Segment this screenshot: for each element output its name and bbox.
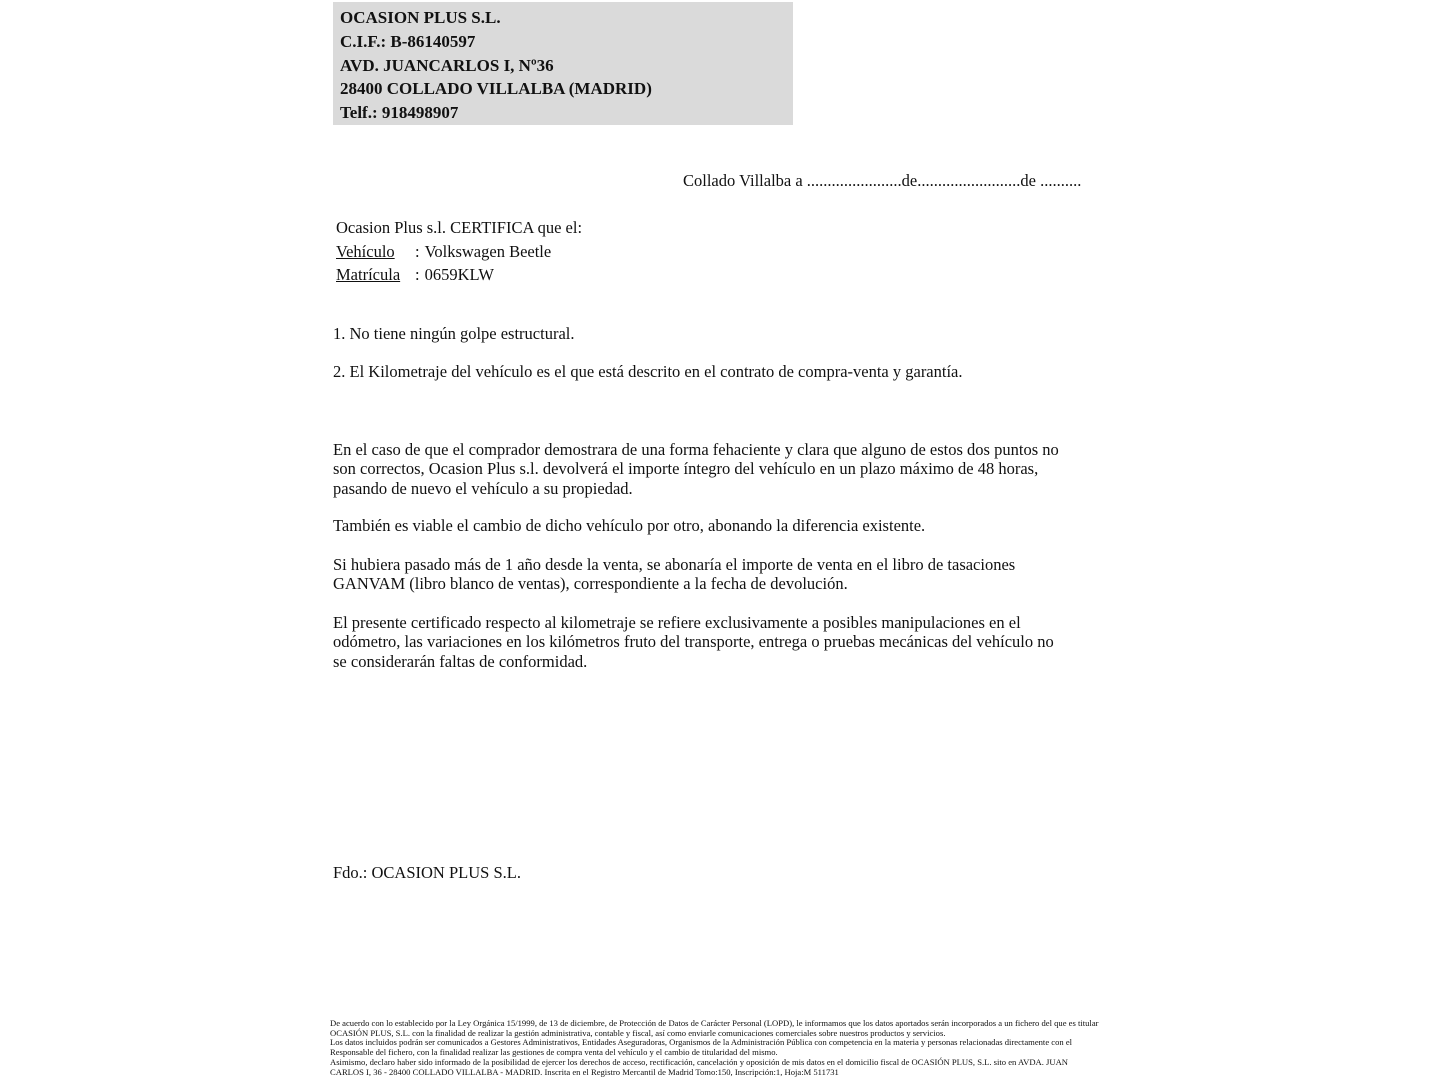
certificate-intro: Ocasion Plus s.l. CERTIFICA que el: <box>336 218 583 237</box>
paragraph-line: Si hubiera pasado más de 1 año desde la venta, se abonaría el importe de venta en el libro de tasaciones <box>333 555 1016 574</box>
paragraph-line: También es viable el cambio de dicho vehículo por otro, abonando la diferencia existente. <box>333 516 926 535</box>
date-fill-in-line: Collado Villalba a .......................de.........................de .......... <box>683 171 1082 190</box>
paragraph-ganvam-valuation <box>333 555 1015 594</box>
legal-footer-line: Responsable del fichero, con la finalidad realizar las gestiones de compra venta del vehículo y el cambio de titularidad del mismo. <box>330 1047 778 1058</box>
plate-field-label: Matrícula <box>336 265 401 284</box>
letterhead-box <box>333 2 793 125</box>
paragraph-line: El presente certificado respecto al kilometraje se refiere exclusivamente a posibles manipulaciones en el <box>333 613 1021 632</box>
condition-item-1: 1. No tiene ningún golpe estructural. <box>333 324 575 343</box>
vehicle-field-label: Vehículo <box>336 241 395 261</box>
paragraph-odometer-disclaimer <box>333 613 1054 671</box>
signature-line: Fdo.: OCASION PLUS S.L. <box>333 863 521 882</box>
paragraph-line: pasando de nuevo el vehículo a su propiedad. <box>333 478 633 498</box>
legal-footer-line: CARLOS I, 36 - 28400 COLLADO VILLALBA - MADRID. Inscrita en el Registro Mercantil de Madrid Tomo:150, Inscripción:1, Hoja:M 511731 <box>330 1066 839 1077</box>
vehicle-field <box>336 240 582 264</box>
paragraph-line: En el caso de que el comprador demostrara de una forma fehaciente y clara que alguno de estos dos puntos no <box>333 440 1059 459</box>
plate-field-value: 0659KLW <box>424 265 494 284</box>
vehicle-field-value: Volkswagen Beetle <box>424 241 552 261</box>
paragraph-line: GANVAM (libro blanco de ventas), correspondiente a la fecha de devolución. <box>333 574 848 594</box>
paragraph-line: odómetro, las variaciones en los kilómetros fruto del transporte, entrega o pruebas mecánicas del vehículo no <box>333 632 1054 652</box>
paragraph-line: se considerarán faltas de conformidad. <box>333 651 588 671</box>
legal-footer-line: Los datos incluidos podrán ser comunicados a Gestores Administrativos, Entidades Aseguradoras, Organismos de la Administración Pública con competencia en la materia y personas relacionadas directamente con el <box>330 1037 1073 1048</box>
paragraph-exchange-option <box>333 516 925 535</box>
paragraph-line: son correctos, Ocasion Plus s.l. devolverá el importe íntegro del vehículo en un plazo máximo de 48 horas, <box>333 459 1039 479</box>
legal-footer-line: Asimismo, declaro haber sido informado de la posibilidad de ejercer los derechos de acceso, rectificación, cancelación y oposición de mis datos en el domicilio fiscal de OCASIÓN PLUS, S.L. sito en AVDA. JUAN <box>330 1056 1069 1067</box>
company-city: 28400 COLLADO VILLALBA (MADRID) <box>340 79 652 99</box>
plate-field-separator: : <box>415 265 420 284</box>
company-address: AVD. JUANCARLOS I, Nº36 <box>340 55 554 75</box>
certificate-statement <box>336 216 582 287</box>
company-name: OCASION PLUS S.L. <box>340 8 501 27</box>
company-phone: Telf.: 918498907 <box>340 103 459 123</box>
company-cif: C.I.F.: B-86140597 <box>340 31 476 51</box>
condition-item-2: 2. El Kilometraje del vehículo es el que está descrito en el contrato de compra-venta y garantía. <box>333 362 963 381</box>
legal-lopd-footer <box>330 1019 1099 1077</box>
legal-footer-line: De acuerdo con lo establecido por la Ley Orgánica 15/1999, de 13 de diciembre, de Protección de Datos de Carácter Personal (LOPD), le informamos que los datos aportados serán incorporados a un fichero del que es titular <box>330 1018 1099 1028</box>
plate-field <box>336 263 582 287</box>
legal-footer-line: OCASIÓN PLUS, S.L. con la finalidad de realizar la gestión administrativa, contable y fiscal, así como enviarle comunicaciones comerciales sobre nuestros productos y servicios. <box>330 1027 946 1038</box>
vehicle-field-separator: : <box>415 241 420 261</box>
paragraph-refund-policy <box>333 440 1059 498</box>
